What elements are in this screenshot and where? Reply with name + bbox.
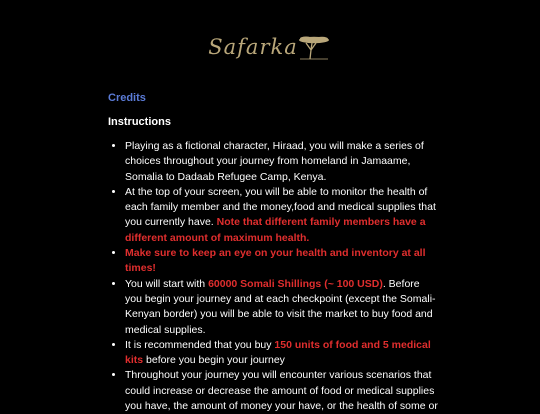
- instructions-list: [108, 139, 438, 414]
- instruction-item: [125, 368, 438, 414]
- credits-link[interactable]: Credits: [108, 92, 146, 104]
- highlighted-text: Make sure to keep an eye on your health and inventory at all times!: [125, 247, 426, 275]
- highlighted-text: Note that different family members have a different amount of maximum health.: [125, 216, 426, 244]
- instruction-text: At the top of your screen, you will be able to monitor the health of each family member and the money,food and medical supplies that you currently have.: [125, 185, 436, 229]
- instructions-heading: Instructions: [108, 116, 171, 128]
- highlighted-text: 150 units of food and 5 medical kits: [125, 338, 431, 367]
- instruction-item: [125, 246, 438, 277]
- instruction-text: Throughout your journey you will encounter various scenarios that could increase or decrease the amount of food or medical supplies you have, the amount of money your have, or the health of some or: [125, 369, 438, 413]
- instruction-text: before you begin your journey: [143, 354, 285, 367]
- instruction-item: [125, 139, 438, 185]
- instruction-text: . Before you begin your journey and at each checkpoint (except the Somali-Kenyan border) you will be able to visit the market to buy food and medical supplies.: [125, 277, 436, 336]
- instruction-text: It is recommended that you buy: [125, 338, 275, 351]
- instruction-text: You will start with: [125, 277, 209, 290]
- instruction-item: [125, 277, 438, 338]
- logo-text: Safarka: [208, 35, 298, 59]
- instruction-item: [125, 338, 438, 369]
- site-logo[interactable]: [0, 34, 540, 64]
- highlighted-text: 60000 Somali Shillings (~ 100 USD): [208, 277, 383, 290]
- logo-container: [208, 34, 331, 60]
- instruction-text: Playing as a fictional character, Hiraad, you will make a series of choices throughout your journey from homeland in Jamaame, Somalia to Dadaab Refugee Camp, Kenya.: [125, 140, 424, 183]
- instruction-item: [125, 185, 438, 246]
- main-content: [108, 88, 438, 414]
- acacia-tree-icon: [292, 34, 332, 60]
